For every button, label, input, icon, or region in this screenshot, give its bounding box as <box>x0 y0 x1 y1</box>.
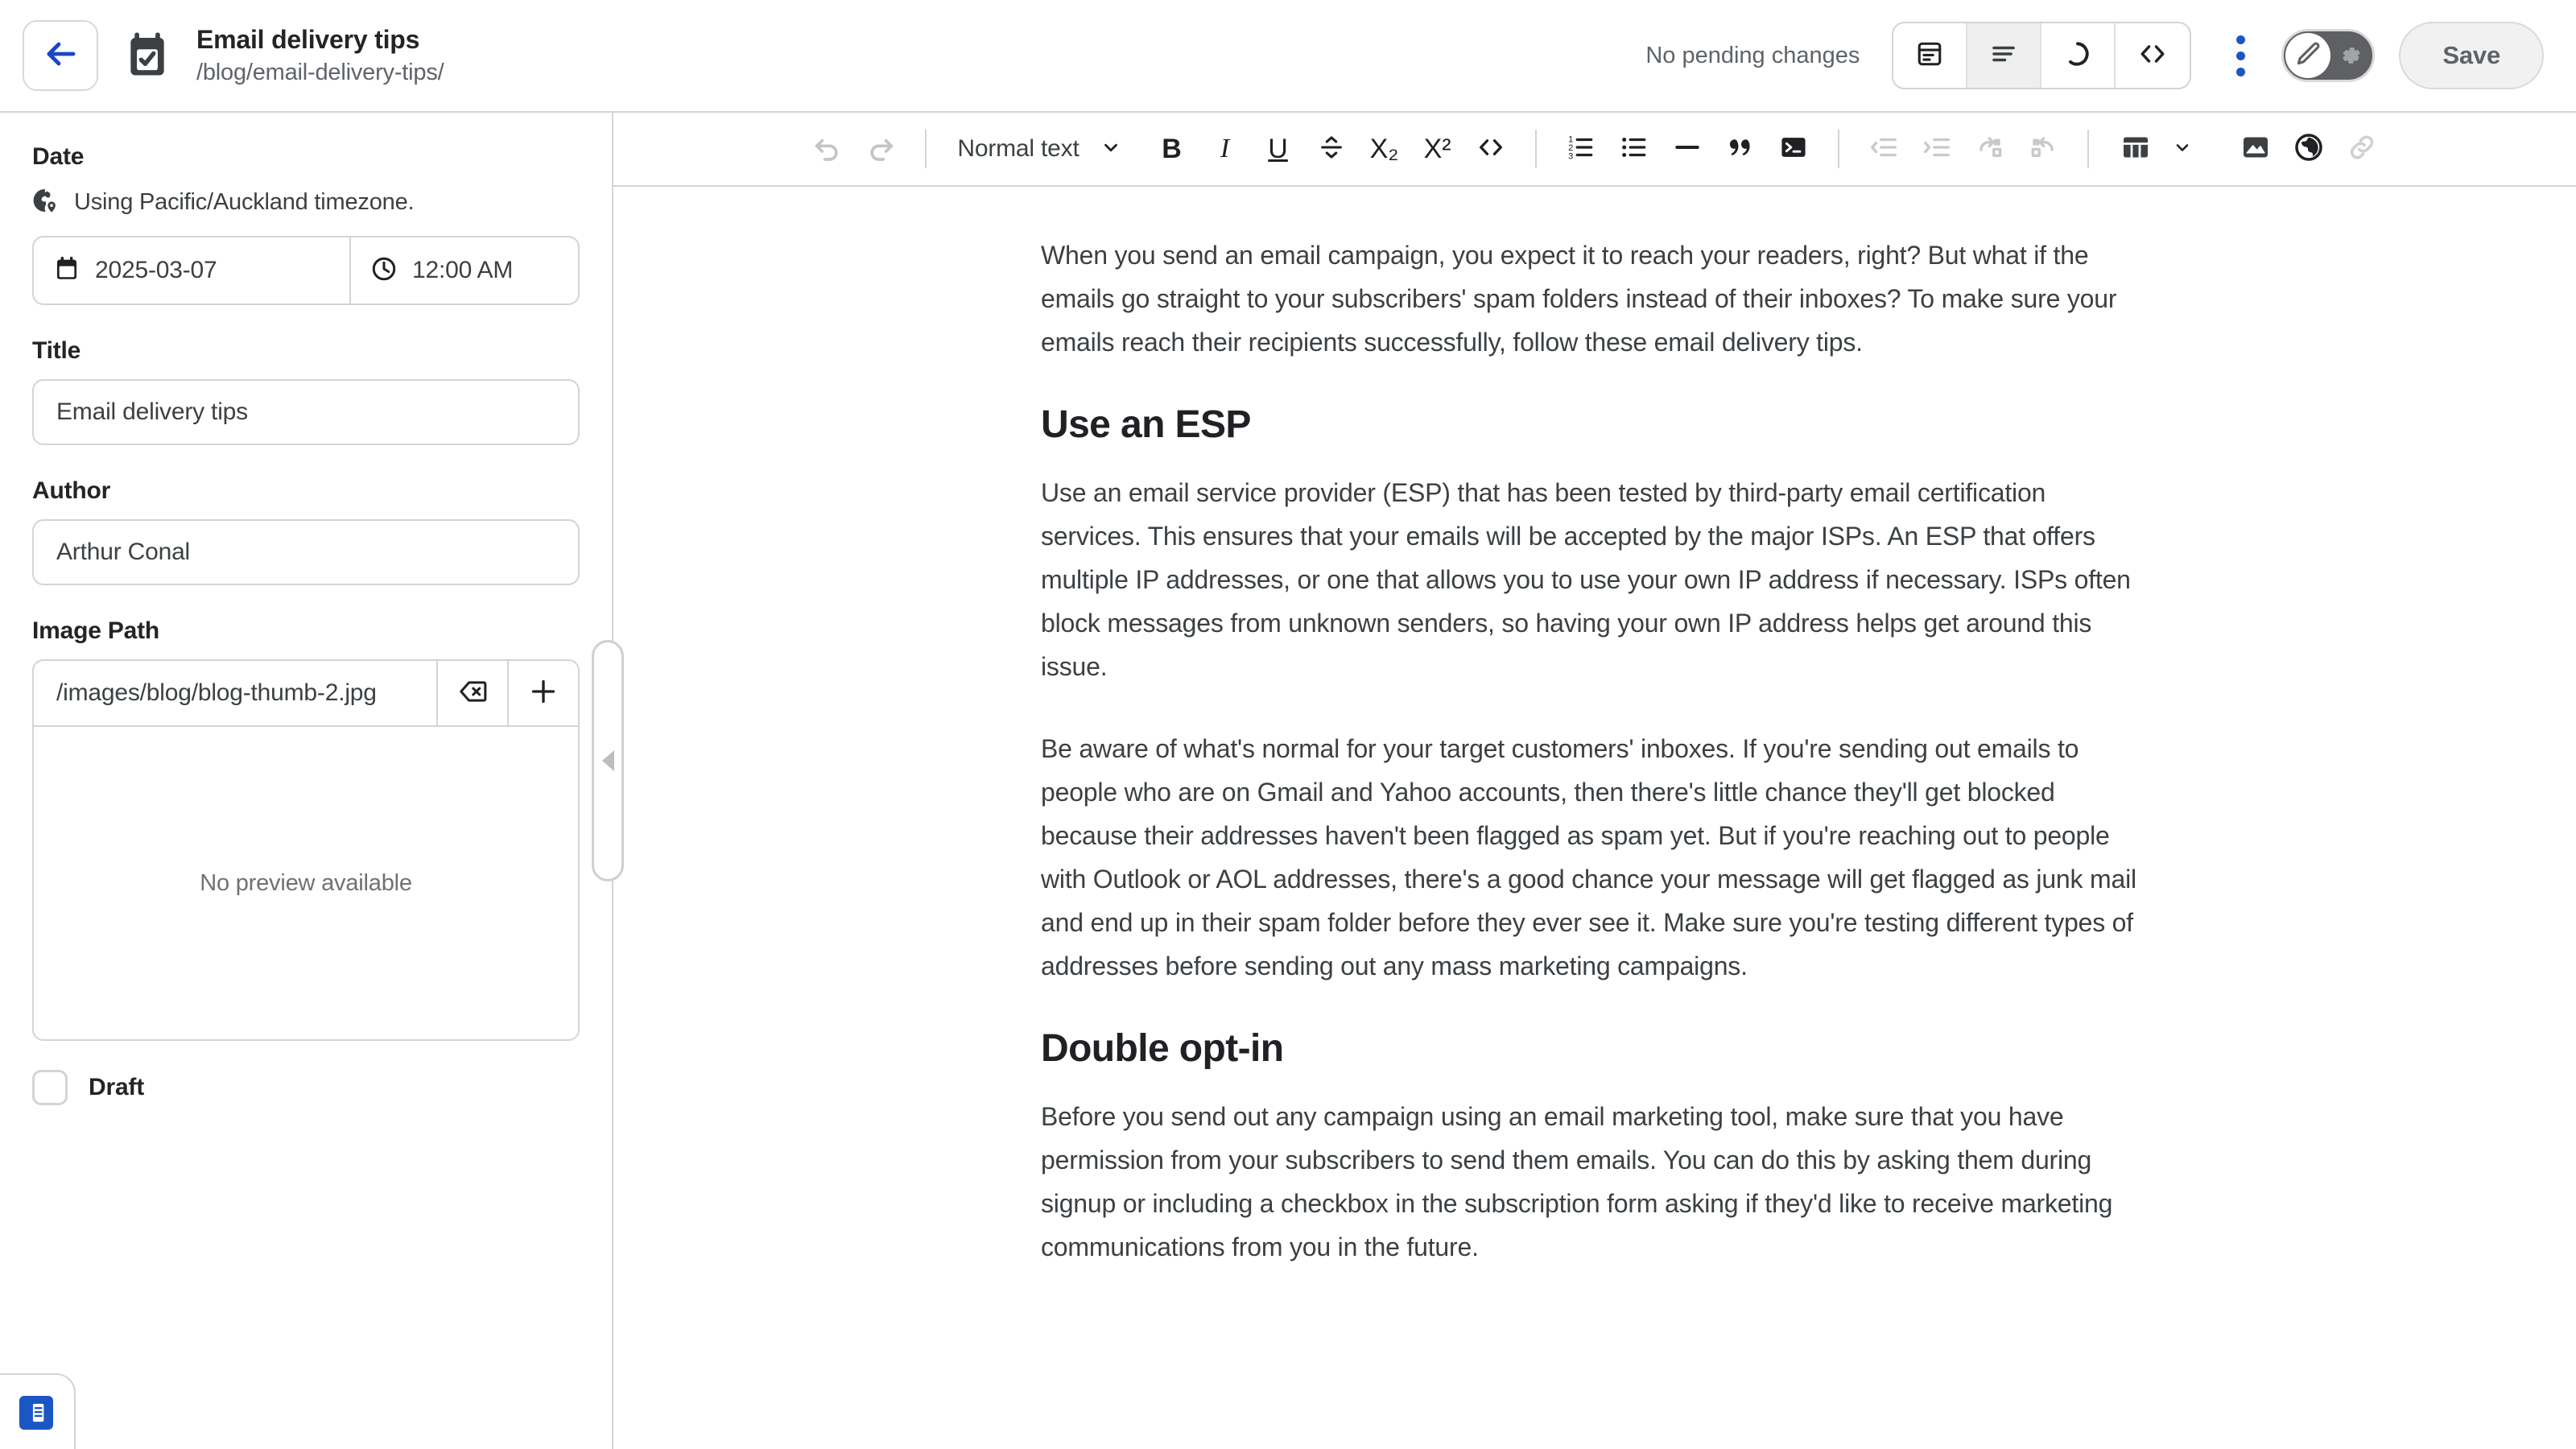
outdent-button[interactable] <box>1857 122 1910 175</box>
time-value: 12:00 AM <box>412 257 514 283</box>
link-icon <box>2346 131 2378 167</box>
backspace-delete-icon <box>457 676 488 711</box>
save-button[interactable]: Save <box>2399 22 2544 89</box>
toolbar-divider <box>2087 130 2089 168</box>
back-button[interactable] <box>23 20 98 91</box>
image-preview-placeholder: No preview available <box>34 727 578 1039</box>
calendar-icon <box>53 255 80 287</box>
gear-icon <box>2338 43 2363 68</box>
block-style-dropdown[interactable] <box>944 122 1133 175</box>
redo-icon <box>865 131 897 167</box>
editor-panel <box>613 113 2576 1449</box>
outdent-icon <box>1868 132 1899 167</box>
datetime-field <box>32 236 580 305</box>
lift-node-icon <box>1975 132 2005 167</box>
redo-button[interactable] <box>854 122 907 175</box>
sidebar-corner-button[interactable] <box>0 1373 76 1449</box>
kebab-dot <box>2236 68 2245 76</box>
ordered-list-icon <box>1566 132 1596 167</box>
date-label: Date <box>32 143 85 170</box>
underline-icon: U <box>1268 134 1288 164</box>
image-path-group <box>32 617 580 1041</box>
circular-arrow-icon <box>2063 39 2092 72</box>
image-path-label: Image Path <box>32 617 160 644</box>
sidebar-resize-handle[interactable] <box>592 640 624 881</box>
bold-icon: B <box>1162 134 1182 164</box>
blockquote-button[interactable] <box>1714 122 1767 175</box>
heading-double-opt-in[interactable]: Double opt-in <box>1041 1027 1284 1070</box>
sink-node-icon <box>2028 132 2058 167</box>
image-path-add-button[interactable] <box>507 661 578 725</box>
title-input[interactable]: Email delivery tips <box>32 379 580 445</box>
date-value: 2025-03-07 <box>95 257 217 283</box>
toolbar-divider <box>1838 130 1839 168</box>
indent-button[interactable] <box>1910 122 1963 175</box>
svg-text:3: 3 <box>1567 151 1573 161</box>
insert-embed-button[interactable] <box>2282 122 2335 175</box>
text-lines-icon <box>1989 39 2018 72</box>
view-mode-code-button[interactable] <box>2116 23 2190 88</box>
view-mode-refresh-button[interactable] <box>2041 23 2116 88</box>
insert-link-button[interactable] <box>2335 122 2388 175</box>
insert-image-button[interactable] <box>2229 122 2282 175</box>
subscript-button[interactable] <box>1358 122 1411 175</box>
svg-text:1: 1 <box>1567 134 1573 145</box>
horizontal-rule-button[interactable] <box>1661 122 1714 175</box>
title-label: Title <box>32 337 81 364</box>
image-path-row <box>34 661 578 727</box>
more-options-button[interactable] <box>2212 22 2268 89</box>
table-icon <box>2120 131 2152 167</box>
superscript-button[interactable] <box>1411 122 1464 175</box>
quote-icon <box>1726 133 1755 166</box>
sink-node-button[interactable] <box>2017 122 2070 175</box>
metadata-sidebar <box>0 113 613 1449</box>
indent-icon <box>1922 132 1952 167</box>
draft-label: Draft <box>89 1074 145 1100</box>
bold-button[interactable] <box>1146 122 1199 175</box>
image-path-clear-button[interactable] <box>436 661 507 725</box>
ordered-list-button[interactable] <box>1554 122 1608 175</box>
toggle-knob <box>2285 33 2330 78</box>
top-bar <box>0 0 2576 113</box>
undo-button[interactable] <box>801 122 854 175</box>
image-icon <box>2240 131 2272 167</box>
date-field-group <box>32 143 580 305</box>
body-area <box>0 113 2576 1449</box>
code-block-button[interactable] <box>1767 122 1820 175</box>
subscript-icon: X₂ <box>1369 134 1399 164</box>
editor-scroll-area[interactable] <box>613 187 2576 1449</box>
view-mode-card-button[interactable] <box>1893 23 1967 88</box>
inline-code-button[interactable] <box>1464 122 1517 175</box>
pencil-icon <box>2294 40 2322 72</box>
toolbar-divider <box>925 130 927 168</box>
toolbar-divider <box>1535 130 1537 168</box>
terminal-icon <box>1778 132 1809 167</box>
heading-use-an-esp[interactable]: Use an ESP <box>1041 403 1251 446</box>
italic-button[interactable] <box>1199 122 1252 175</box>
timezone-text: Using Pacific/Auckland timezone. <box>74 189 415 215</box>
svg-text:2: 2 <box>1567 142 1573 153</box>
chevron-down-icon <box>1100 137 1121 162</box>
document-list-icon <box>19 1396 53 1430</box>
timezone-note <box>32 187 580 218</box>
title-field-group <box>32 337 580 445</box>
table-button[interactable] <box>2107 122 2205 175</box>
clock-icon <box>370 255 398 287</box>
block-style-label: Normal text <box>957 135 1080 162</box>
globe-icon <box>2293 131 2325 167</box>
paragraph-intro[interactable]: When you send an email campaign, you expect it to reach your readers, right? But what if the emails go straight to your subscribers' spam folders instead of their inboxes? To make sure your emails reach their recipients successfully, follow these email delivery tips. <box>1041 241 2117 357</box>
editor-document[interactable] <box>1041 187 2149 1269</box>
calendar-check-icon <box>122 31 172 80</box>
paragraph-opt-in[interactable]: Before you send out any campaign using an email marketing tool, make sure that you have permission from your subscribers to send them emails. You can do this by asking them during signup or including a checkbox in the subscription form asking if they'd like to receive marketing communications from you in the future. <box>1041 1102 2113 1261</box>
author-field-group <box>32 477 580 585</box>
strikethrough-icon <box>1318 134 1345 165</box>
image-path-box <box>32 659 580 1041</box>
kebab-dot <box>2236 52 2245 60</box>
view-mode-text-button[interactable] <box>1967 23 2041 88</box>
author-label: Author <box>32 477 111 504</box>
draft-checkbox-row[interactable] <box>32 1070 580 1105</box>
pending-changes-status: No pending changes <box>1645 42 1860 68</box>
top-bar-actions <box>1645 22 2544 89</box>
card-view-icon <box>1916 40 1943 72</box>
undo-icon <box>811 131 844 167</box>
page-title: Email delivery tips <box>196 25 420 54</box>
collapse-left-arrow-icon <box>602 750 614 771</box>
time-input[interactable] <box>351 237 578 303</box>
draft-checkbox[interactable] <box>32 1070 68 1105</box>
strikethrough-button[interactable] <box>1305 122 1358 175</box>
paragraph-esp-1[interactable]: Use an email service provider (ESP) that has been tested by third-party email certification services. This ensures that your emails will be accepted by the major ISPs. An ESP that offers multiple IP addresses, or one that allows you to use your own IP address if necessary. ISPs often block messages from unknown senders, so having your own IP address helps get around this issue. <box>1041 478 2131 681</box>
underline-button[interactable] <box>1252 122 1305 175</box>
view-mode-group <box>1892 22 2191 89</box>
plus-icon <box>527 675 559 712</box>
editor-toolbar <box>613 113 2576 187</box>
code-brackets-icon <box>2138 39 2167 72</box>
horizontal-rule-icon <box>1672 132 1703 167</box>
globe-pin-icon <box>32 187 60 218</box>
author-input[interactable]: Arthur Conal <box>32 519 580 585</box>
bullet-list-icon <box>1619 132 1649 167</box>
edit-settings-toggle[interactable] <box>2281 29 2375 82</box>
bullet-list-button[interactable] <box>1608 122 1661 175</box>
date-input[interactable] <box>34 237 351 303</box>
document-header <box>196 25 444 86</box>
back-arrow-icon <box>41 35 80 77</box>
image-path-input[interactable]: /images/blog/blog-thumb-2.jpg <box>56 679 377 706</box>
paragraph-esp-2[interactable]: Be aware of what's normal for your target customers' inboxes. If you're sending out emails to people who are on Gmail and Yahoo accounts, then there's little chance they'll get blocked because their addresses haven't been flagged as spam yet. But if you're reaching out to people with Outlook or AOL addresses, there's a good chance your message will get flagged as junk mail and end up in their spam folder before they ever see it. Make sure you're testing different types of addresses before sending out any mass marketing campaigns. <box>1041 734 2136 980</box>
superscript-icon: X² <box>1423 134 1451 164</box>
italic-icon: I <box>1220 134 1230 163</box>
kebab-dot <box>2236 35 2245 44</box>
lift-node-button[interactable] <box>1963 122 2017 175</box>
page-slug: /blog/email-delivery-tips/ <box>196 60 444 85</box>
chevron-down-icon <box>2173 138 2192 161</box>
code-brackets-icon <box>1476 133 1505 166</box>
